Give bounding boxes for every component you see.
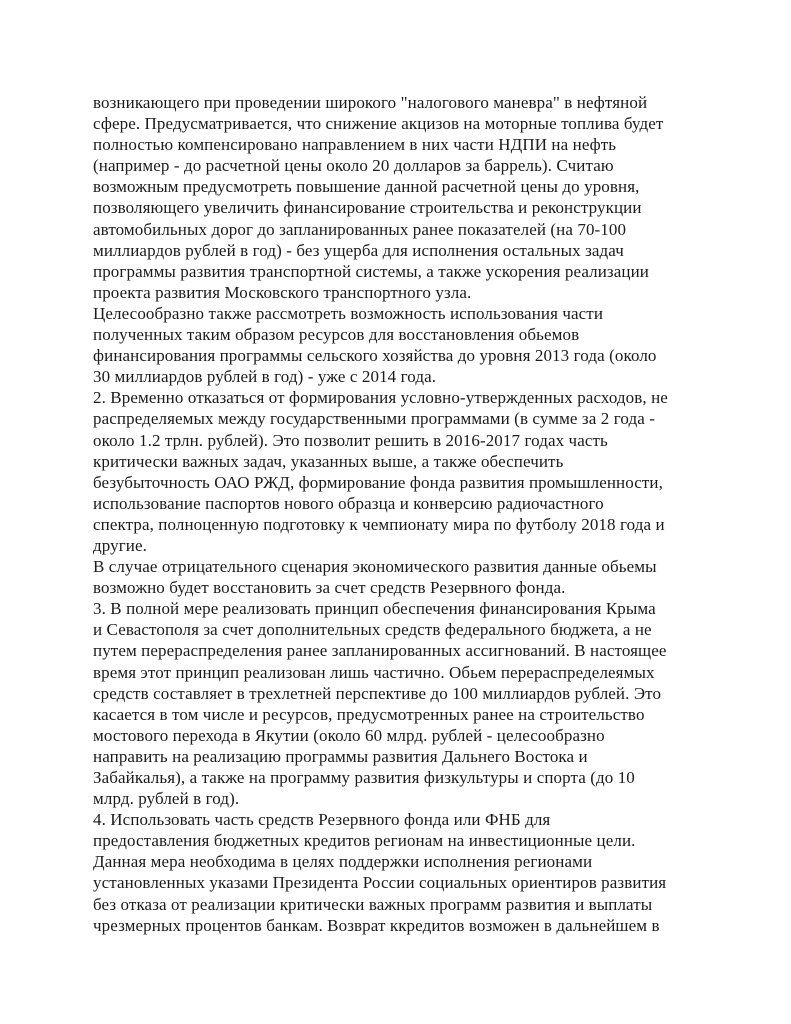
text-line: спектра, полноценную подготовку к чемпионату мира по футболу 2018 года и [93, 514, 665, 534]
text-line: время этот принцип реализован лишь частично. Обьем перераспределеямых [93, 662, 655, 682]
text-line: предоставления бюджетных кредитов регионам на инвестиционные цели. [93, 831, 636, 851]
text-line: полностью компенсировано направлением в них части НДПИ на нефть [93, 135, 617, 155]
text-line: сфере. Предусматривается, что снижение акцизов на моторные топлива будет [93, 114, 664, 134]
text-line: млрд. рублей в год). [93, 789, 240, 809]
text-line: безубыточность ОАО РЖД, формирование фонда развития промышленности, [93, 472, 663, 492]
text-line: возможным предусмотреть повышение данной расчетной цены до уровня, [93, 177, 640, 197]
text-line: 3. В полной мере реализовать принцип обеспечения финансирования Крыма [93, 599, 656, 619]
text-line: В случае отрицательного сценария экономического развития данные обьемы [93, 557, 657, 577]
text-line: Целесообразно также рассмотреть возможность использования части [93, 303, 604, 323]
text-line: 4. Использовать часть средств Резервного фонда или ФНБ для [93, 810, 551, 830]
text-line: без отказа от реализации критически важных программ развития и выплаты [93, 894, 653, 914]
text-line: использование паспортов нового образца и конверсию радиочастного [93, 493, 604, 513]
text-line: позволяющего увеличить финансирование строительства и реконструкции [93, 198, 642, 218]
text-line: распределяемых между государственными программами (в сумме за 2 года - [93, 409, 655, 429]
text-line: Забайкалья), а также на программу развития физкультуры и спорта (до 10 [93, 768, 635, 787]
text-line: возможно будет восстановить за счет средств Резервного фонда. [93, 578, 566, 598]
text-line: около 1.2 трлн. рублей). Это позволит решить в 2016-2017 годах часть [93, 430, 608, 450]
text-line: путем перераспределения ранее запланированных ассигнований. В настоящее [93, 641, 667, 661]
text-line: (например - до расчетной цены около 20 долларов за баррель). Считаю [93, 156, 614, 176]
text-line: чрезмерных процентов банкам. Возврат ккредитов возможен в дальнейшем в [93, 915, 660, 935]
text-line: автомобильных дорог до запланированных ранее показателей (на 70-100 [93, 219, 627, 239]
text-line: программы развития транспортной системы, а также ускорения реализации [93, 261, 649, 281]
text-line: другие. [93, 535, 147, 555]
text-line: возникающего при проведении широкого "налогового маневра" в нефтяной [93, 93, 648, 112]
text-line: полученных таким образом ресурсов для восстановления обьемов [93, 325, 580, 345]
text-line: установленных указами Президента России социальных ориентиров развития [93, 873, 667, 893]
text-line: миллиардов рублей в год) - без ущерба для исполнения остальных задач [93, 240, 624, 260]
text-line: проекта развития Московского транспортного узла. [93, 282, 472, 302]
text-line: Данная мера необходима в целях поддержки исполнения регионами [93, 852, 593, 872]
text-line: касается в том числе и ресурсов, предусмотренных ранее на строительство [93, 704, 645, 724]
text-line: финансирования программы сельского хозяйства до уровня 2013 года (около [93, 346, 657, 366]
text-block [93, 92, 705, 936]
text-line: критически важных задач, указанных выше, а также обеспечить [93, 451, 564, 471]
text-line: 2. Временно отказаться от формирования условно-утвержденных расходов, не [93, 388, 668, 408]
text-line: 30 миллиардов рублей в год) - уже с 2014 года. [93, 367, 437, 387]
text-line: мостового перехода в Якутии (около 60 млрд. рублей - целесообразно [93, 725, 605, 745]
text-line: и Севастополя за счет дополнительных средств федерального бюджета, а не [93, 620, 652, 640]
text-line: направить на реализацию программы развития Дальнего Востока и [93, 746, 588, 766]
text-line: средств составляет в трехлетней перспективе до 100 миллиардов рублей. Это [93, 683, 662, 703]
